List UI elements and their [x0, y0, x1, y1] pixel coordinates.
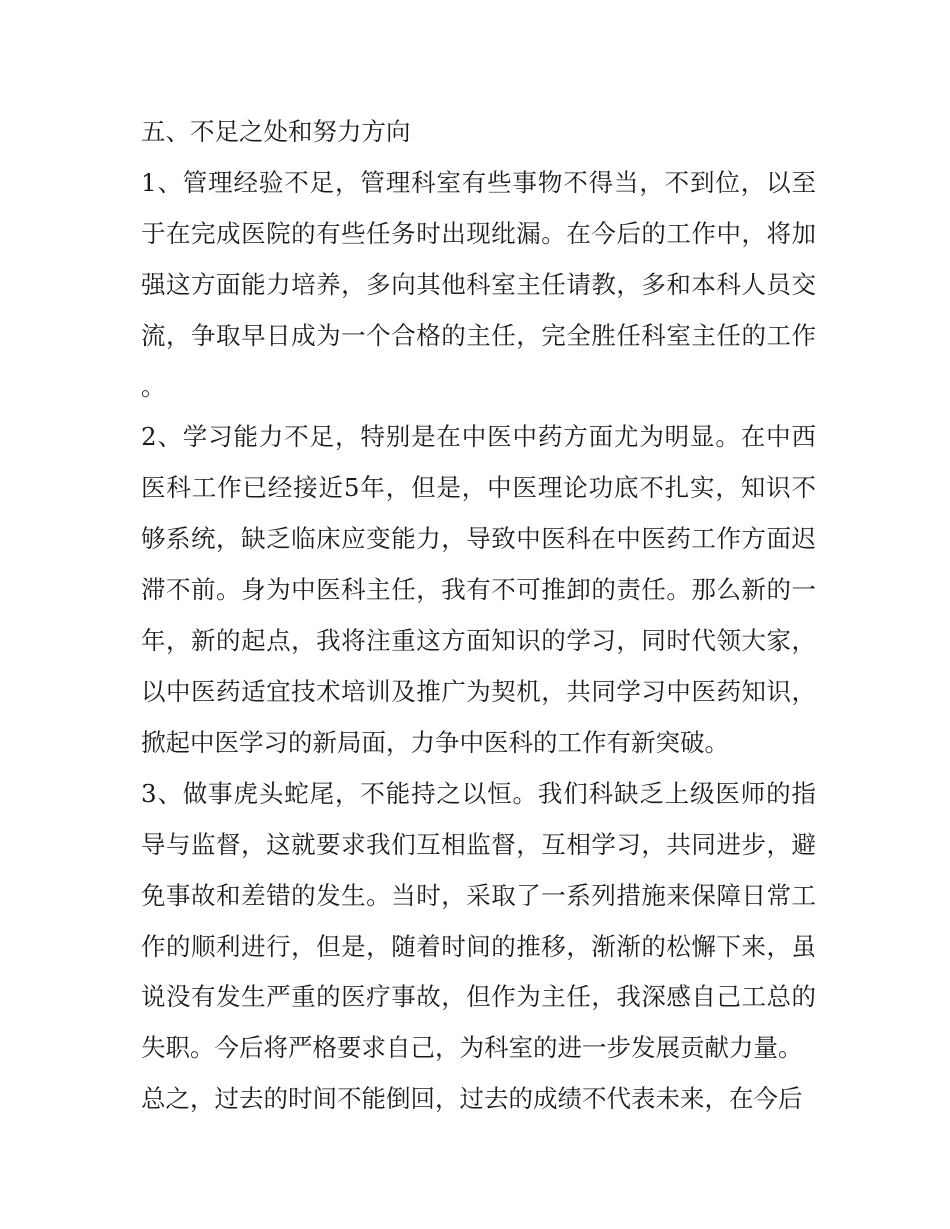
- paragraph-2: 2、学习能力不足，特别是在中医中药方面尤为明显。在中西医科工作已经接近5年，但是，中医理论功底不扎实，知识不够系统，缺乏临床应变能力，导致中医科在中医药工作方面迟滞不前。身为中医科主任，我有不可推卸的责任。那么新的一年，新的起点，我将注重这方面知识的学习，同时代领大家，以中医药适宜技术培训及推广为契机，共同学习中医药知识，掀起中医学习的新局面，力争中医科的工作有新突破。: [141, 422, 816, 757]
- paragraph-1: 1、管理经验不足，管理科室有些事物不得当，不到位，以至于在完成医院的有些任务时出现纰漏。在今后的工作中，将加强这方面能力培养，多向其他科室主任请教，多和本科人员交流，争取早日成为一个合格的主任，完全胜任科室主任的工作。: [141, 167, 816, 401]
- paragraph-4: 总之，过去的时间不能倒回，过去的成绩不代表未来，在今后: [141, 1084, 803, 1114]
- document-body: [141, 107, 816, 1125]
- paragraph-3: 3、做事虎头蛇尾，不能持之以恒。我们科缺乏上级医师的指导与监督，这就要求我们互相监督，互相学习，共同进步，避免事故和差错的发生。当时，采取了一系列措施来保障日常工作的顺利进行，但是，随着时间的推移，渐渐的松懈下来，虽说没有发生严重的医疗事故，但作为主任，我深感自己工总的失职。今后将严格要求自己，为科室的进一步发展贡献力量。: [141, 778, 816, 1063]
- section-heading: 五、不足之处和努力方向: [141, 117, 411, 146]
